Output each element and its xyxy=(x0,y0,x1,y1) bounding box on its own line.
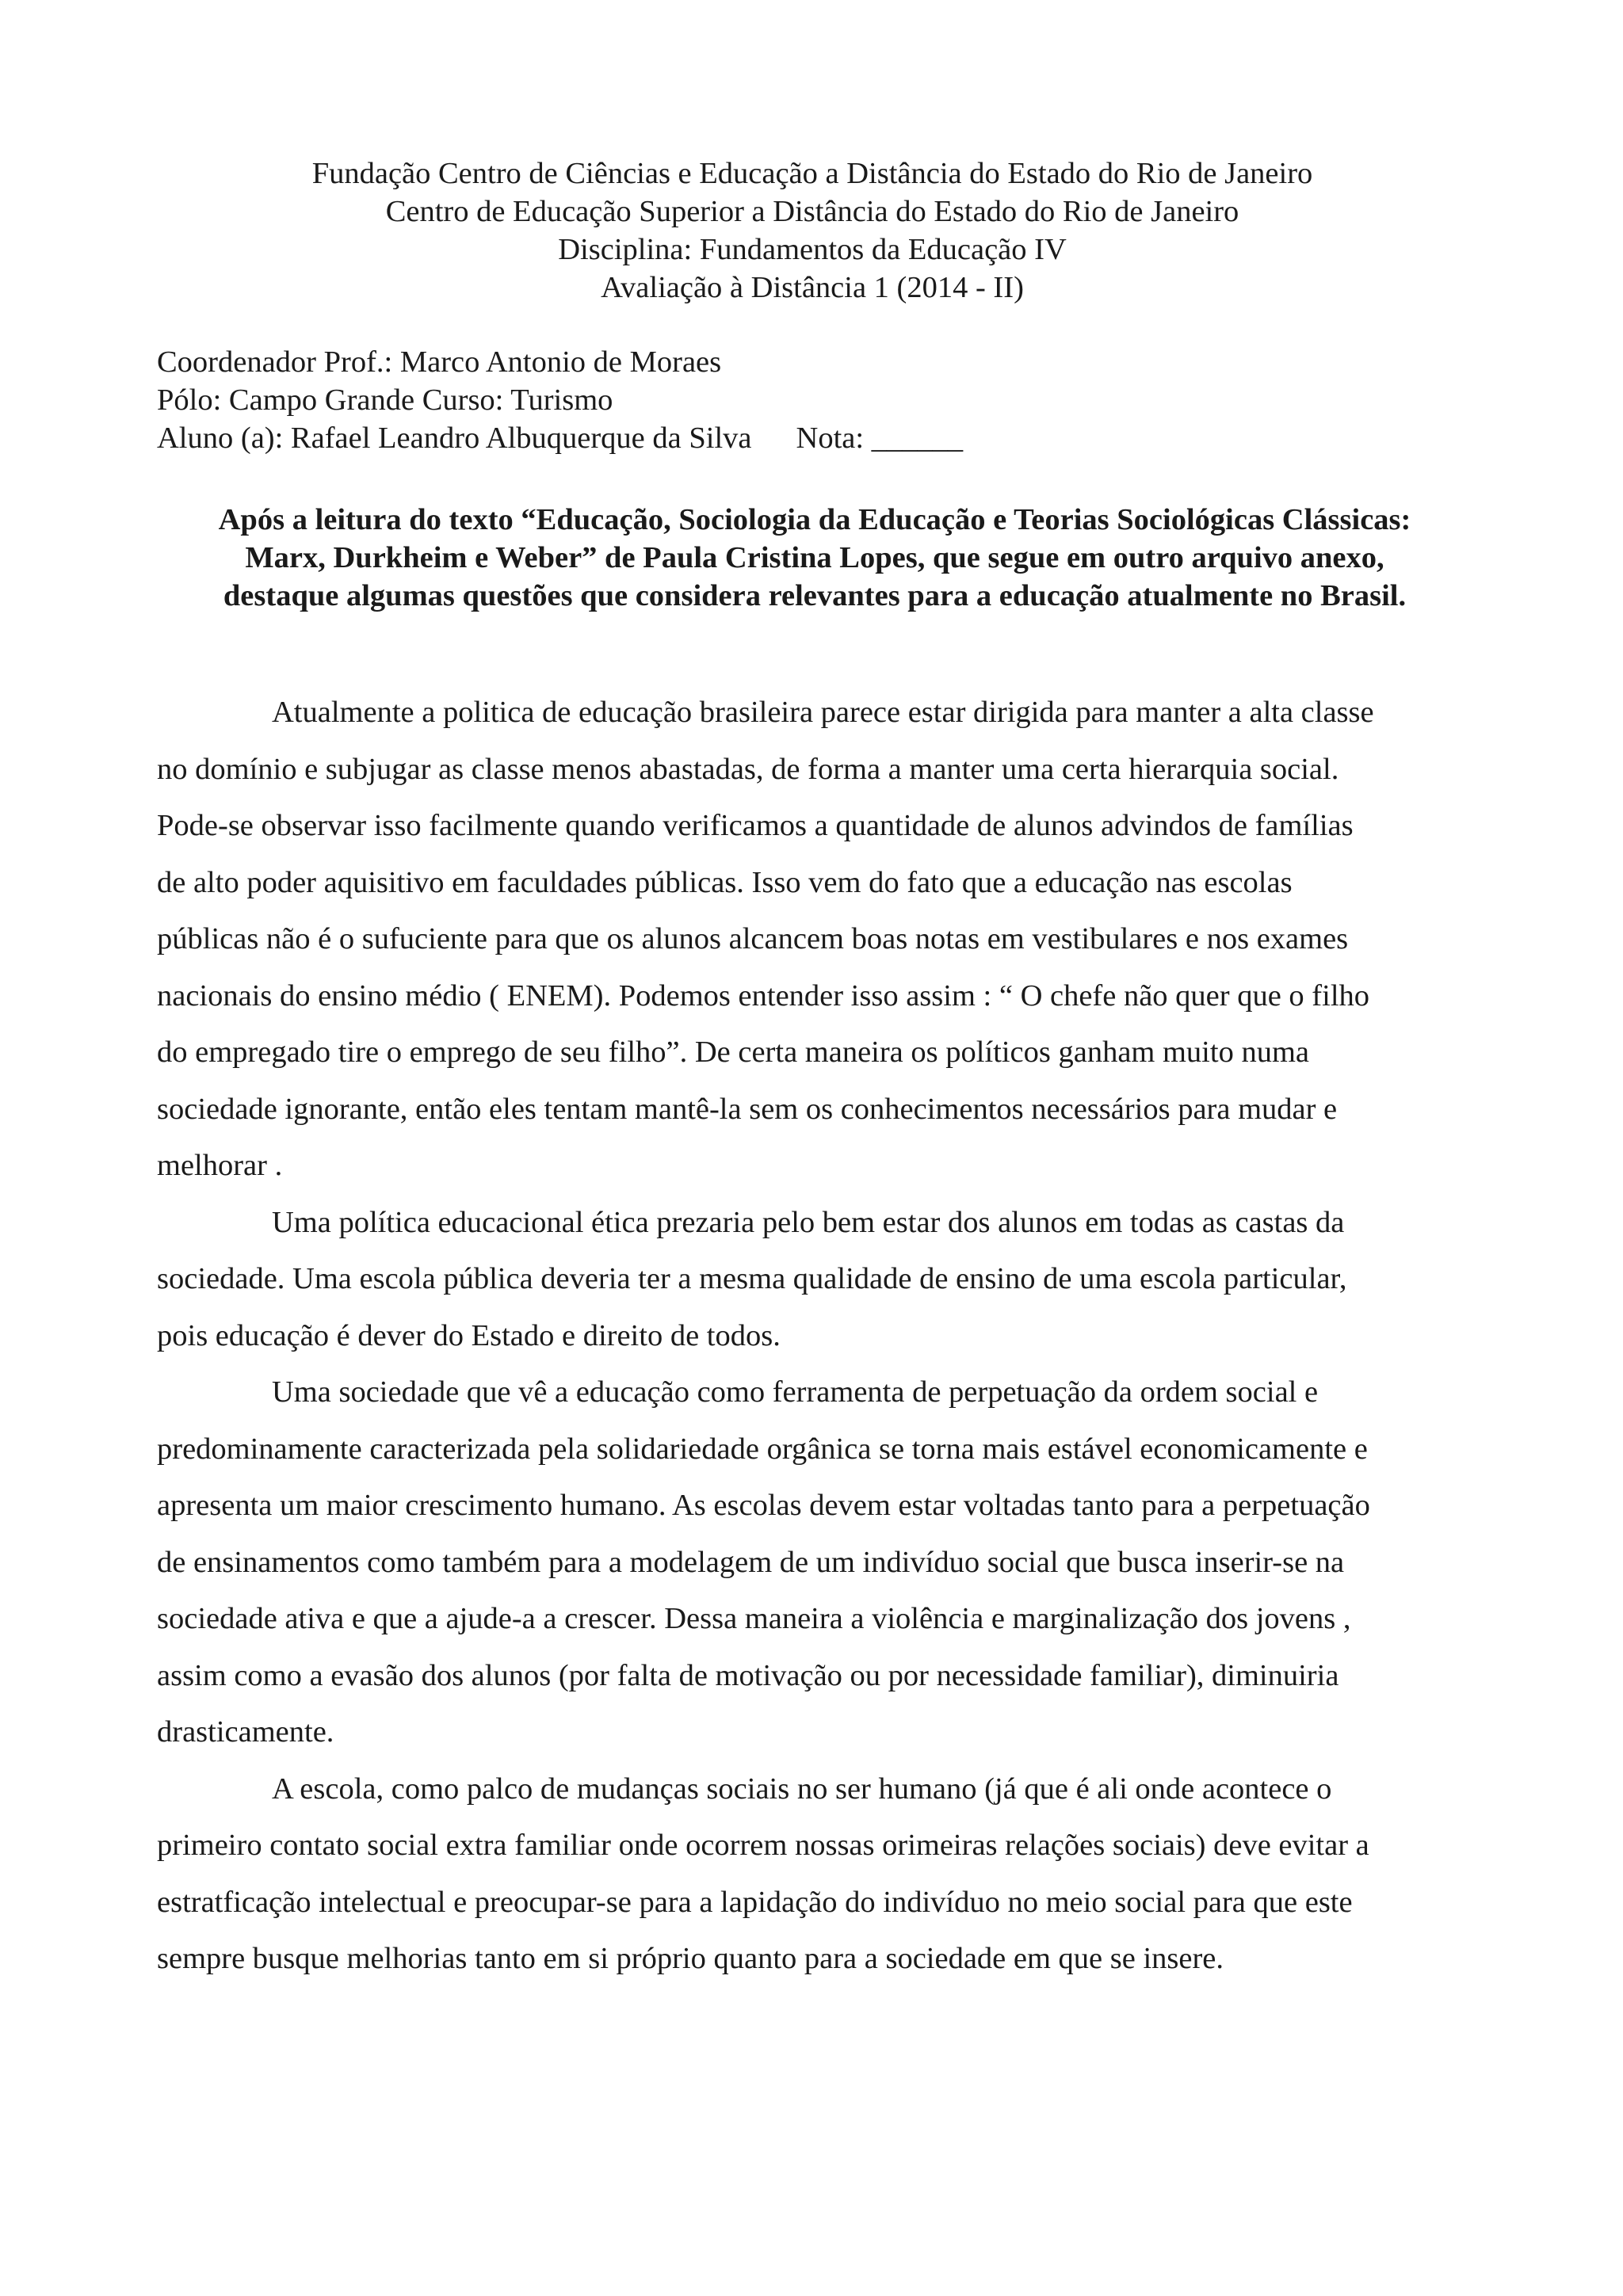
header-line: Avaliação à Distância 1 (2014 - II) xyxy=(601,271,1024,304)
student-info xyxy=(157,343,1425,457)
text-line: Uma sociedade que vê a educação como ferramenta de perpetuação da ordem social e xyxy=(272,1375,1319,1409)
assignment-question xyxy=(157,501,1472,615)
text-line: Pode-se observar isso facilmente quando verificamos a quantidade de alunos advindos de famílias xyxy=(157,809,1354,842)
text-line: do empregado tire o emprego de seu filho”. De certa maneira os políticos ganham muito numa xyxy=(157,1035,1309,1069)
text-line: sociedade. Uma escola pública deveria ter a mesma qualidade de ensino de uma escola particular, xyxy=(157,1262,1347,1295)
text-line: de ensinamentos como também para a modelagem de um indivíduo social que busca inserir-se na xyxy=(157,1545,1345,1579)
text-line: drasticamente. xyxy=(157,1715,334,1749)
paragraph-3 xyxy=(157,1364,1488,1761)
text-line: estratficação intelectual e preocupar-se para a lapidação do indivíduo no meio social para que este xyxy=(157,1885,1353,1919)
text-line: sociedade ativa e que a ajude-a a crescer. Dessa maneira a violência e marginalização dos jovens , xyxy=(157,1602,1351,1635)
text-line: sociedade ignorante, então eles tentam mantê-la sem os conhecimentos necessários para mudar e xyxy=(157,1092,1338,1126)
text-line: no domínio e subjugar as classe menos abastadas, de forma a manter uma certa hierarquia social. xyxy=(157,752,1339,786)
institution-header xyxy=(158,154,1466,307)
text-line: predominamente caracterizada pela solidariedade orgânica se torna mais estável economicamente e xyxy=(157,1432,1368,1466)
question-line: Marx, Durkheim e Weber” de Paula Cristina Lopes, que segue em outro arquivo anexo, xyxy=(245,541,1384,574)
question-line: destaque algumas questões que considera relevantes para a educação atualmente no Brasil. xyxy=(223,579,1407,612)
grade-field: Nota: ______ xyxy=(796,421,964,455)
text-line: A escola, como palco de mudanças sociais no ser humano (já que é ali onde acontece o xyxy=(272,1772,1332,1806)
essay-body xyxy=(157,685,1488,1988)
polo-line: Pólo: Campo Grande Curso: Turismo xyxy=(157,383,613,417)
text-line: melhorar . xyxy=(157,1149,283,1182)
question-line: Após a leitura do texto “Educação, Sociologia da Educação e Teorias Sociológicas Clássicas: xyxy=(218,503,1411,536)
student-line xyxy=(157,419,1425,457)
text-line: assim como a evasão dos alunos (por falta de motivação ou por necessidade familiar), diminuiria xyxy=(157,1658,1339,1692)
coordinator-line: Coordenador Prof.: Marco Antonio de Moraes xyxy=(157,345,722,379)
header-line: Centro de Educação Superior a Distância do Estado do Rio de Janeiro xyxy=(385,195,1239,228)
paragraph-4 xyxy=(157,1761,1488,1988)
text-line: nacionais do ensino médio ( ENEM). Podemos entender isso assim : “ O chefe não quer que o filho xyxy=(157,978,1370,1013)
header-line: Disciplina: Fundamentos da Educação IV xyxy=(558,233,1067,266)
text-line: primeiro contato social extra familiar onde ocorrem nossas orimeiras relações sociais) deve evitar a xyxy=(157,1829,1369,1862)
paragraph-2 xyxy=(157,1195,1488,1365)
text-line: Atualmente a politica de educação brasileira parece estar dirigida para manter a alta classe xyxy=(272,696,1374,729)
text-line: apresenta um maior crescimento humano. As escolas devem estar voltadas tanto para a perpetuação xyxy=(157,1489,1370,1522)
paragraph-1 xyxy=(157,685,1488,1195)
student-name: Aluno (a): Rafael Leandro Albuquerque da Silva xyxy=(157,421,752,455)
text-line: públicas não é o sufuciente para que os alunos alcancem boas notas em vestibulares e nos exames xyxy=(157,922,1349,955)
text-line: de alto poder aquisitivo em faculdades públicas. Isso vem do fato que a educação nas escolas xyxy=(157,865,1293,899)
header-line: Fundação Centro de Ciências e Educação a Distância do Estado do Rio de Janeiro xyxy=(311,157,1313,190)
text-line: sempre busque melhorias tanto em si próprio quanto para a sociedade em que se insere. xyxy=(157,1942,1224,1975)
text-line: Uma política educacional ética prezaria pelo bem estar dos alunos em todas as castas da xyxy=(272,1205,1345,1239)
text-line: pois educação é dever do Estado e direito de todos. xyxy=(157,1318,781,1352)
